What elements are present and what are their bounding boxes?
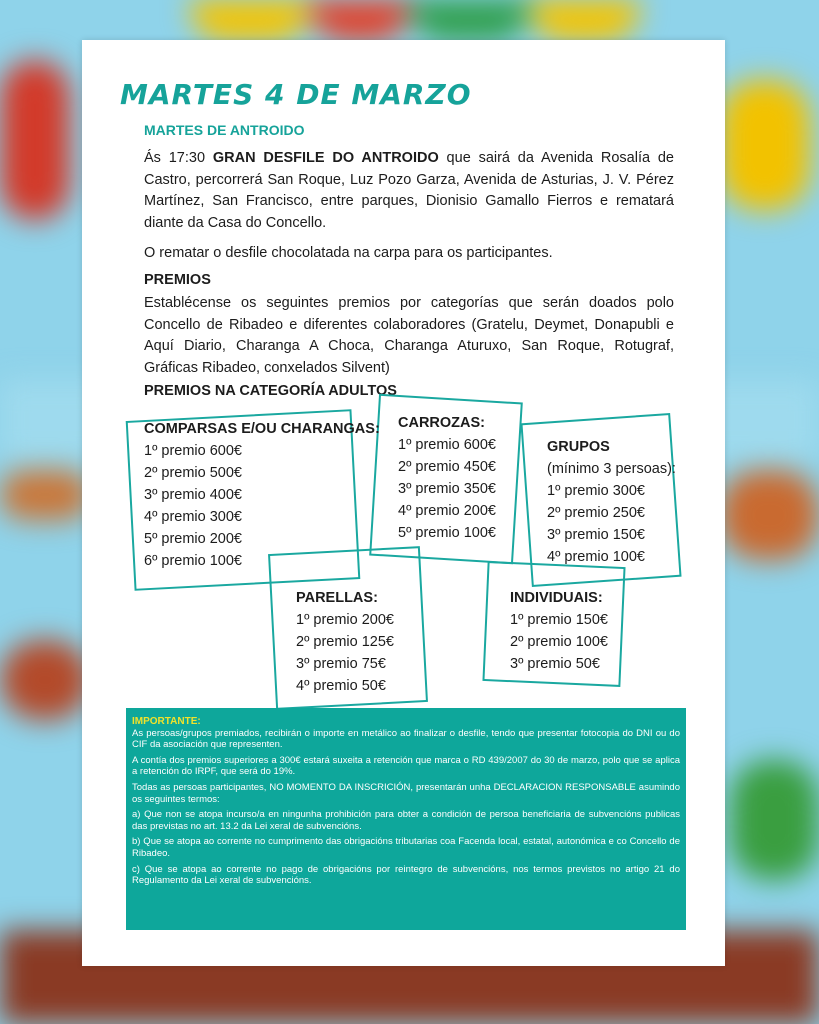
prize-item: 4º premio 200€: [398, 503, 496, 519]
important-heading: IMPORTANTE:: [132, 716, 201, 727]
prize-item: 1º premio 200€: [296, 612, 394, 628]
carrozas-title: CARROZAS:: [398, 415, 485, 431]
prize-item: 1º premio 600€: [398, 437, 496, 453]
prize-item: 6º premio 100€: [144, 553, 242, 569]
comparsas-title: COMPARSAS E/OU CHARANGAS:: [144, 421, 380, 437]
important-paragraph: A contía dos premios superiores a 300€ estará suxeita a retención que marca o RD 439/2007 do 30 de marzo, polo que se aplica a retención do IRPF, que será do 19%.: [132, 754, 680, 778]
grupos-content: [547, 436, 676, 568]
chocolate-paragraph: O rematar o desfile chocolatada na carpa para os participantes.: [144, 245, 553, 261]
prize-item: 2º premio 500€: [144, 465, 242, 481]
prize-item: 2º premio 100€: [510, 634, 608, 650]
prize-item: 2º premio 250€: [547, 505, 645, 521]
prize-item: 4º premio 100€: [547, 549, 645, 565]
prize-item: 3º premio 75€: [296, 656, 386, 672]
important-paragraph: c) Que se atopa ao corrente no pago de obrigacións por reintegro de subvencións, nos termos previstos no artigo 21 do Regulamento da Lei xeral de subvencións.: [132, 863, 680, 887]
prize-item: 2º premio 125€: [296, 634, 394, 650]
comparsas-content: [144, 418, 380, 572]
prize-item: 1º premio 150€: [510, 612, 608, 628]
important-paragraph: As persoas/grupos premiados, recibirán o importe en metálico ao finalizar o desfile, tendo que presentar fotocopia do DNI ou do CIF da asociación que representen.: [132, 727, 680, 751]
prize-item: 5º premio 200€: [144, 531, 242, 547]
parellas-title: PARELLAS:: [296, 590, 378, 606]
document-page: [82, 40, 725, 966]
prize-item: 4º premio 300€: [144, 509, 242, 525]
individuais-content: [510, 587, 608, 675]
important-paragraph: a) Que non se atopa incurso/a en ningunha prohibición para obter a condición de persoa beneficiaria de subvencións publicas das previstas no art. 13.2 da Lei xeral de subvencións.: [132, 809, 680, 832]
important-paragraph: Todas as persoas participantes, NO MOMENTO DA INSCRICIÓN, presentarán unha DECLARACION RESPONSABLE asumindo os seguintes termos:: [132, 781, 680, 805]
important-notice: [126, 708, 686, 930]
carrozas-content: [398, 412, 496, 544]
prize-item: 3º premio 400€: [144, 487, 242, 503]
individuais-title: INDIVIDUAIS:: [510, 590, 603, 606]
grupos-title: GRUPOS: [547, 439, 610, 455]
premios-heading: PREMIOS: [144, 272, 211, 288]
prize-item: 3º premio 150€: [547, 527, 645, 543]
page-title: MARTES 4 DE MARZO: [120, 78, 472, 111]
intro-paragraph: [144, 148, 674, 234]
important-paragraph: b) Que se atopa ao corrente no cumprimento das obrigacións tributarias coa Facenda local, estatal, autonómica e co Concello de Ribadeo.: [132, 836, 680, 859]
adultos-heading: PREMIOS NA CATEGORÍA ADULTOS: [144, 383, 397, 399]
intro-bold: GRAN DESFILE DO ANTROIDO: [212, 150, 439, 166]
prize-item: 2º premio 450€: [398, 459, 496, 475]
intro-rest: que sairá da Avenida Rosalía de Castro, percorrerá San Roque, Luz Pozo Garza, Avenida de Asturias, J. V. Pérez Martínez, San Francisco, entre parques, Dionisio Gamallo Fierros e rematará diante da Casa do Concello.: [144, 150, 674, 231]
prize-item: 5º premio 100€: [398, 525, 496, 541]
grupos-note: (mínimo 3 persoas):: [547, 461, 676, 477]
prize-item: 3º premio 350€: [398, 481, 496, 497]
page-subtitle: MARTES DE ANTROIDO: [144, 122, 305, 138]
prize-item: 4º premio 50€: [296, 678, 386, 694]
intro-prefix: Ás 17:30: [144, 150, 213, 166]
prize-item: 1º premio 300€: [547, 483, 645, 499]
prize-item: 1º premio 600€: [144, 443, 242, 459]
parellas-content: [296, 587, 394, 697]
prize-item: 3º premio 50€: [510, 656, 600, 672]
premios-paragraph: Establécense os seguintes premios por categorías que serán doados polo Concello de Ribadeo e diferentes colaboradores (Gratelu, Deymet, Donapubli e Aquí Diario, Charanga A Choca, Charanga Aturuxo, San Roque, Rotugraf, Gráficas Ribadeo, conxelados Silvent): [144, 295, 674, 376]
